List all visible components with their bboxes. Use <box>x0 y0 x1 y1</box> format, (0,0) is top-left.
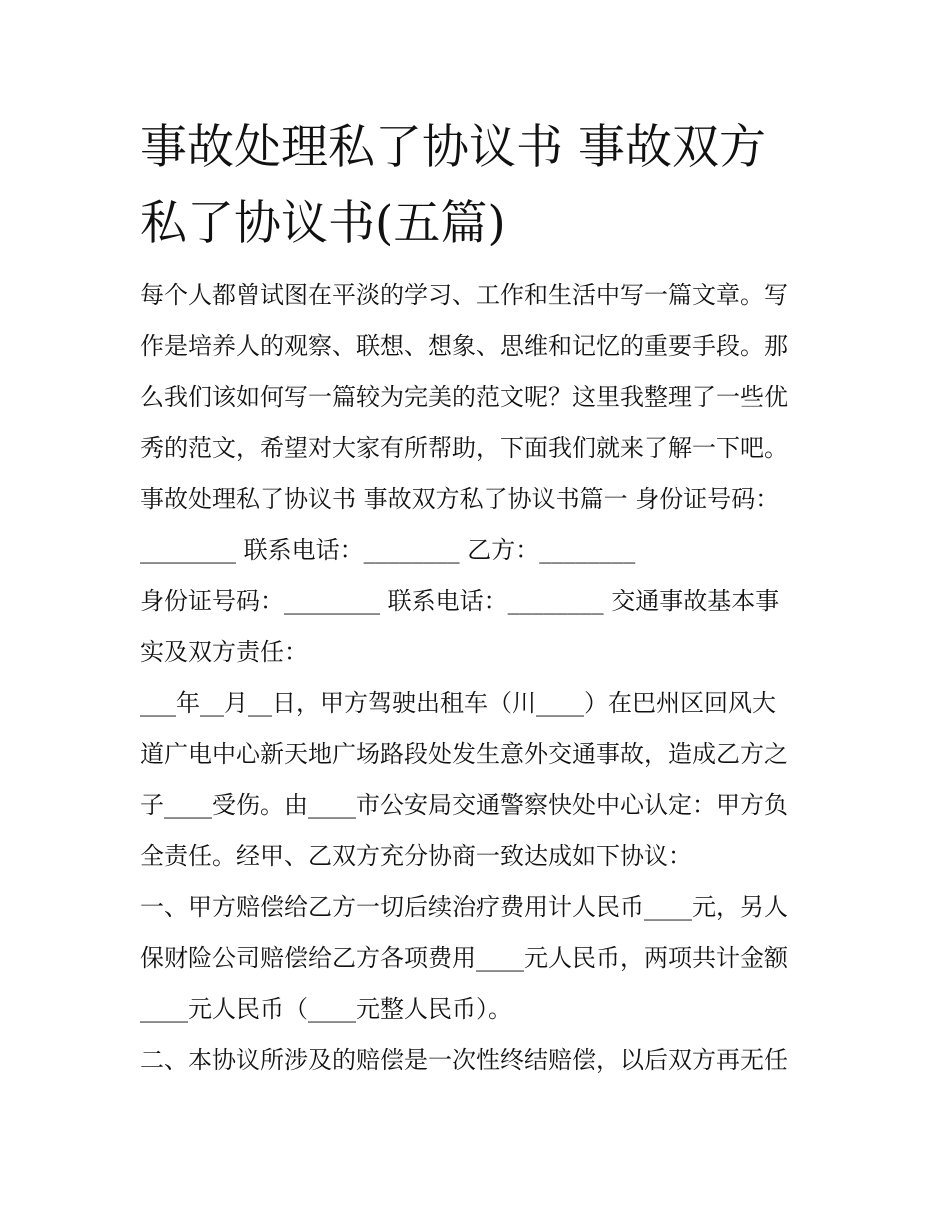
document-body <box>140 270 812 1086</box>
body-line: 一、甲方赔偿给乙方一切后续治疗费用计人民币____元，另人 <box>140 893 788 921</box>
title-line-2: 私了协议书(五篇) <box>140 196 506 251</box>
body-line: 道广电中心新天地广场路段处发生意外交通事故，造成乙方之 <box>140 740 788 768</box>
body-line: 每个人都曾试图在平淡的学习、工作和生活中写一篇文章。写 <box>140 281 788 309</box>
body-line: ___年__月__日，甲方驾驶出租车（川____）在巴州区回风大 <box>140 689 776 717</box>
body-line: 实及双方责任： <box>140 638 308 666</box>
body-line: ________ 联系电话：________ 乙方：________ <box>140 536 636 564</box>
body-line: 子____受伤。由____市公安局交通警察快处中心认定：甲方负 <box>140 791 788 819</box>
body-line: ____元人民币（____元整人民币）。 <box>140 995 512 1023</box>
body-line: 么我们该如何写一篇较为完美的范文呢？这里我整理了一些优 <box>140 383 788 411</box>
body-line: 秀的范文，希望对大家有所帮助，下面我们就来了解一下吧。 <box>140 434 788 462</box>
body-line: 作是培养人的观察、联想、想象、思维和记忆的重要手段。那 <box>140 332 788 360</box>
document-title <box>140 110 812 262</box>
body-line: 保财险公司赔偿给乙方各项费用____元人民币，两项共计金额 <box>140 944 788 972</box>
body-line: 二、本协议所涉及的赔偿是一次性终结赔偿，以后双方再无任 <box>140 1046 788 1074</box>
body-line: 身份证号码：________ 联系电话：________ 交通事故基本事 <box>140 587 780 615</box>
body-line: 全责任。经甲、乙双方充分协商一致达成如下协议： <box>140 842 692 870</box>
document-page <box>140 110 812 1086</box>
body-line: 事故处理私了协议书 事故双方私了协议书篇一 身份证号码： <box>140 485 780 513</box>
title-line-1: 事故处理私了协议书 事故双方 <box>140 120 766 175</box>
